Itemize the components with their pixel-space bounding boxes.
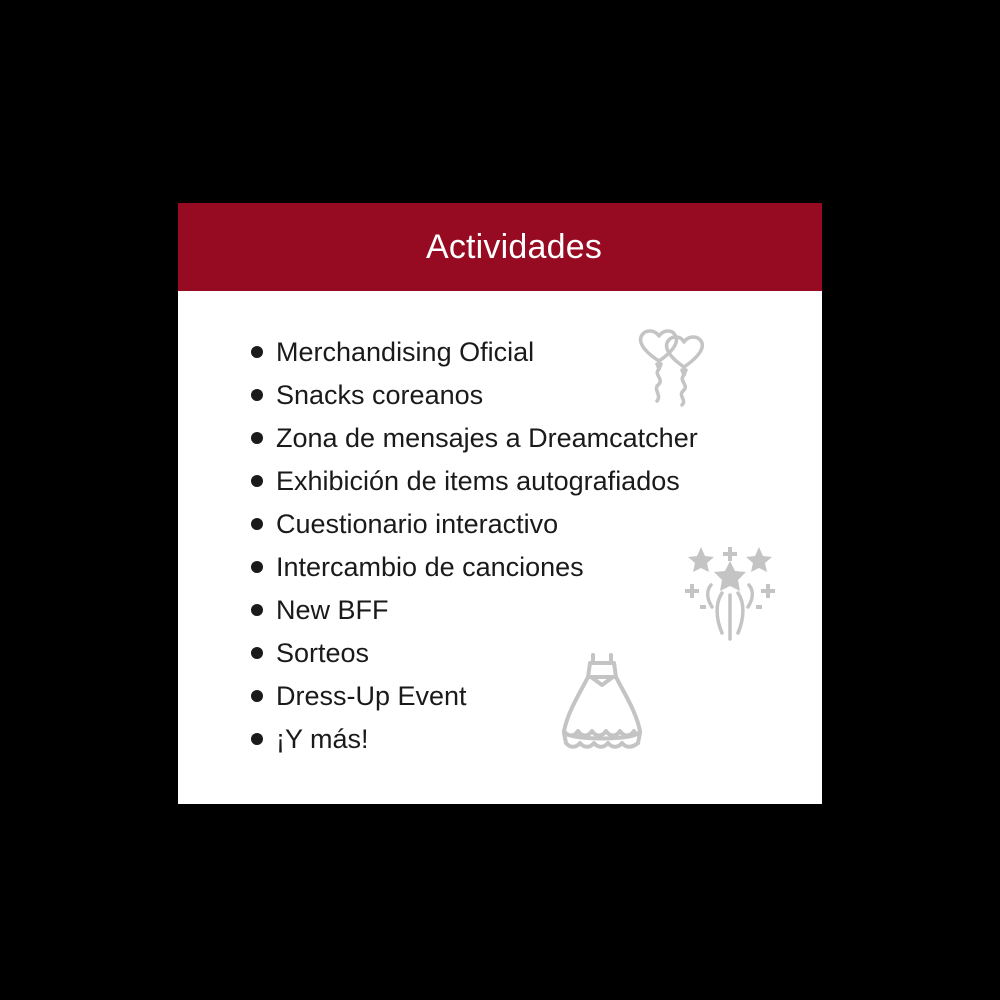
- bullet-icon: [251, 647, 263, 659]
- list-item: [248, 589, 698, 632]
- bullet-icon: [251, 518, 263, 530]
- bullet-icon: [251, 475, 263, 487]
- activities-card: [178, 203, 822, 804]
- list-item-label: Dress-Up Event: [276, 681, 467, 711]
- bullet-icon: [251, 346, 263, 358]
- list-item-label: Zona de mensajes a Dreamcatcher: [276, 423, 698, 453]
- bullet-icon: [251, 604, 263, 616]
- bullet-icon: [251, 690, 263, 702]
- list-item: [248, 374, 698, 417]
- bullet-icon: [251, 733, 263, 745]
- list-item-label: Snacks coreanos: [276, 380, 484, 410]
- heart-balloons-icon: [636, 327, 710, 407]
- list-item: [248, 460, 698, 503]
- list-item-label: Exhibición de items autografiados: [276, 466, 680, 496]
- card-title: Actividades: [425, 227, 603, 266]
- list-item: [248, 546, 698, 589]
- bullet-icon: [251, 432, 263, 444]
- list-item-label: Intercambio de canciones: [276, 552, 584, 582]
- list-item-label: ¡Y más!: [276, 724, 369, 754]
- list-item: [248, 417, 698, 460]
- list-item-label: Sorteos: [276, 638, 370, 668]
- list-item-label: Cuestionario interactivo: [276, 509, 559, 539]
- list-item-label: Merchandising Oficial: [276, 337, 535, 367]
- dress-icon: [560, 653, 644, 751]
- list-item: [248, 331, 698, 374]
- bullet-icon: [251, 389, 263, 401]
- bullet-icon: [251, 561, 263, 573]
- card-header: [178, 203, 822, 291]
- fireworks-stars-icon: [682, 547, 778, 643]
- list-item-label: New BFF: [276, 595, 389, 625]
- list-item: [248, 503, 698, 546]
